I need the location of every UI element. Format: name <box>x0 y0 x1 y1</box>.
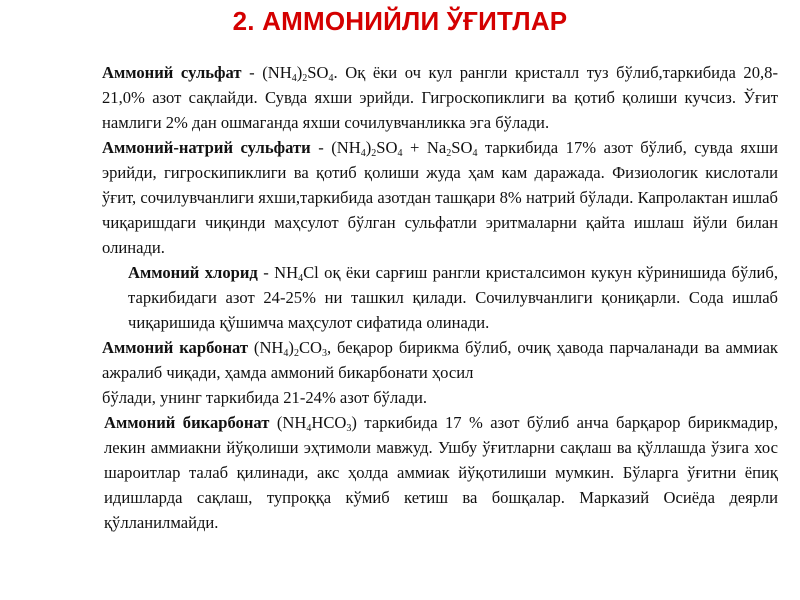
paragraph-ammonium-bicarbonate <box>20 410 778 535</box>
term-ammonium-sodium-sulfate: Аммоний-натрий сульфати <box>102 138 311 157</box>
term-ammonium-sulfate: Аммоний сульфат <box>102 63 242 82</box>
formula-ammonium-sulfate: $(NH_4)_2SO_4$. <box>262 63 338 84</box>
description-ammonium-carbonate: беқарор бирикма бўлиб, очиқ ҳавода парчаланади ва аммиак ажралиб чиқади, ҳамда аммоний бикарбонати ҳосил <box>102 338 778 382</box>
description-ammonium-bicarbonate: таркибида 17 % азот бўлиб анча барқарор бирикмадир, лекин аммиакни йўқолиши эҳтимоли мавжуд. Ушбу ўғитларни сақлаш ва қўллашда ўзига хос шароитлар талаб қилинади, акс ҳолда аммиак йўқотилиши мумкин. Бўларга ўғитни ёпиқ идишларда сақлаш, тупроққа кўмиб кетиш ва бошқалар. Марказий Осиёда деярли қўлланилмайди. <box>104 413 778 532</box>
paragraph-ammonium-sodium-sulfate: Аммоний-натрий сульфати - $(NH_4)_2SO_4 + Na_2SO_4$ таркибида 17% азот бўлиб, сувда яхши эрийди, гигроскипиклиги ва қотиб қолиши жуда ҳам кам даражада. Физиологик кислотали ўғит, сочилувчанлиги яхши,таркибида азотдан ташқари 8% натрий бўлади. Капролактан ишлаб чиқаришдаги чиқинди маҳсулот бўлган сульфатли эритмаларни қайта ишлаш йўли билан олинади. <box>102 138 779 257</box>
paragraph-ammonium-sulfate: Аммоний сульфат - $(NH_4)_2SO_4$. Оқ ёки оч кул рангли кристалл туз бўлиб,таркибида 20,8-21,0% азот сақлайди. Сувда яхши эрийди. Гигроскопиклиги ва қотиб қолиши кучсиз. Ўғит намлиги 2% дан ошмаганда яхши сочилувчанликка эга бўлади. <box>102 63 778 132</box>
formula-ammonium-sodium-sulfate: $(NH_4)_2SO_4 + Na_2SO_4$ <box>331 138 478 159</box>
description-ammonium-sodium-sulfate: таркибида 17% азот бўлиб, сувда яхши эрийди, гигроскипиклиги ва қотиб қолиши жуда ҳам кам даражада. Физиологик кислотали ўғит, сочилувчанлиги яхши,таркибида азотдан ташқари 8% натрий бўлади. Капролактан ишлаб чиқаришдаги чиқинди маҳсулот бўлган сульфатли эритмаларни қайта ишлаш йўли билан олинади. <box>102 138 779 257</box>
document-body <box>20 60 778 535</box>
paragraph-ammonium-chloride: Аммоний хлорид - $NH_4Cl$ оқ ёки сарғиш рангли кристалсимон кукун кўринишида бўлиб, таркибидаги азот 24-25% ни ташкил қилади. Сочилувчанлиги қониқарли. Сода ишлаб чиқаришида қўшимча маҳсулот сифатида олинади. <box>128 263 779 332</box>
description-ammonium-sulfate: Оқ ёки оч кул рангли кристалл туз бўлиб,таркибида 20,8-21,0% азот сақлайди. Сувда яхши эрийди. Гигроскопиклиги ва қотиб қолиши кучсиз. Ўғит намлиги 2% дан ошмаганда яхши сочилувчанликка эга бўлади. <box>102 63 778 132</box>
formula-ammonium-chloride: $NH_4Cl$ <box>274 263 319 284</box>
formula-ammonium-bicarbonate: $(NH_4HCO_3)$ <box>276 413 357 434</box>
term-ammonium-chloride: Аммоний хлорид <box>128 263 258 282</box>
paragraph-ammonium-carbonate <box>20 335 778 410</box>
term-ammonium-bicarbonate: Аммоний бикарбонат <box>104 413 270 432</box>
description-ammonium-chloride: оқ ёки сарғиш рангли кристалсимон кукун кўринишида бўлиб, таркибидаги азот 24-25% ни ташкил қилади. Сочилувчанлиги қониқарли. Сода ишлаб чиқаришида қўшимча маҳсулот сифатида олинади. <box>128 263 779 332</box>
formula-ammonium-carbonate: $(NH_4)_2CO_3$, <box>253 338 332 359</box>
term-ammonium-carbonate: Аммоний карбонат <box>102 338 249 357</box>
page-title: 2. АММОНИЙЛИ ЎҒИТЛАР <box>232 6 568 36</box>
description-ammonium-carbonate-cont: бўлади, унинг таркибида 21-24% азот бўлади. <box>102 388 428 407</box>
